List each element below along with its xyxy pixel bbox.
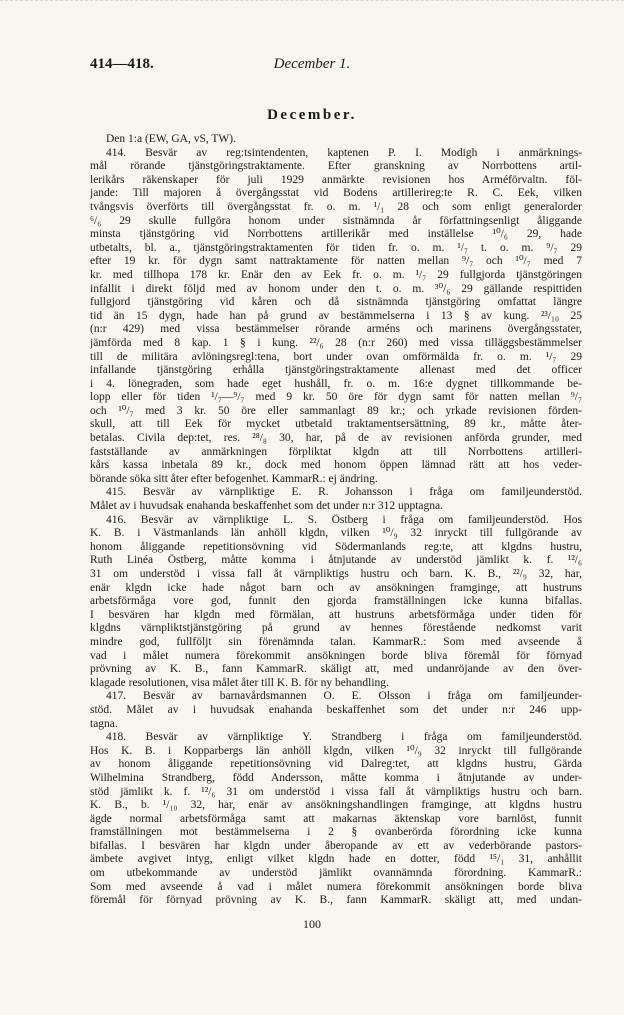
text-line: ämbete avgivet intyg, enligt vilket klgdn hade en dotter, född ¹⁵/₁ 31, anhållit <box>90 853 582 866</box>
text-line: framställningen mot bestämmelserna i 2 § ovanberörda förordning icke kunna <box>90 826 582 839</box>
text-line: i 4. lönegraden, som hade eget hushåll, fr. o. m. 16:e dygnet tillkommande be- <box>90 377 582 390</box>
text-line: ⁶/₆ 29 skulle fullgöra honom under sistnämnda år författningsenligt åliggande <box>90 214 582 227</box>
text-line: fastställande av anmärkningen förpliktat klgdn att till Norrbottens artilleri- <box>90 445 582 458</box>
text-line: jande: Till majoren å övergångsstat vid Bodens artillerireg:te R. C. Eek, vilken <box>90 187 582 200</box>
text-line: I besvären har klgdn med förmälan, att hustruns arbetsförmåga under tiden för <box>90 608 582 621</box>
text-line: stöd. Målet av i huvudsak enahanda beskaffenhet som det under n:r 246 upp- <box>90 703 582 716</box>
text-line: mål rörande tjänstgöringstraktamente. Efter granskning av Norrbottens artil- <box>90 160 582 173</box>
month-heading: December. <box>267 107 357 123</box>
text-line: infallit i direkt följd med av honom under den t. o. m. ³⁰/₆ 29 gällande respittiden <box>90 282 582 295</box>
text-line: K. B. i Västmanlands län anhöll klgdn, vilken ¹⁰/₉ 32 inryckt till fullgörande av <box>90 527 582 540</box>
text-line: enär klgdn icke hade något barn och av ansökningen framginge, att hustruns <box>90 581 582 594</box>
text-line: Som med avseende å vad i målet numera förekommit ansökningen borde bliva <box>90 880 582 893</box>
text-line: börande söka sitt åter efter befogenhet. KammarR.: ej ändring. <box>90 472 378 485</box>
body-text <box>90 133 582 908</box>
date-header: December 1. <box>273 56 351 72</box>
text-line: 31 om understöd i vissa fall åt värnpliktigs hustru och barn. K. B., ²²/₉ 32, har, <box>90 568 582 580</box>
text-line: Hos K. B. i Kopparbergs län anhöll klgdn, vilken ¹⁰/₉ 32 inryckt till fullgörande <box>90 744 582 757</box>
text-line: prövning av K. B., fann KammarR. skäligt att, med undanröjande av den över- <box>90 663 582 676</box>
session-heading-line: Den 1:a (EW, GA, vS, TW). <box>106 133 236 145</box>
text-line: om utbekommande av understöd jämlikt ovannämnda förordning. KammarR.: <box>90 867 582 880</box>
page-range-header: 414—418. <box>90 56 154 72</box>
text-line: Ruth Linéa Östberg, måtte komma i åtnjutande av understöd jämlikt k. f. ¹²/₆ <box>90 554 582 567</box>
text-line: fullgjord tjänstgöring vid kåren och då sistnämnda tjänstgöring omfattat längre <box>90 296 582 309</box>
text-line: 415. Besvär av värnpliktige E. R. Johansson i fråga om familjeunderstöd. <box>106 486 582 499</box>
text-line: kr. med tillhopa 178 kr. Enär den av Eek fr. o. m. ¹/₇ 29 fullgjorda tjänstgöringen <box>90 268 582 281</box>
text-line: betalas. Civila dep:tet, res. ²⁸/₈ 30, har, på de av revisionen anförda grunder, med <box>90 432 582 445</box>
text-line: Wilhelmina Strandberg, född Andersson, måtte komma i åtnjutande av under- <box>90 771 582 784</box>
text-line: bifallas. I besvären har klgdn under åberopande av ett av vederbörande pastors- <box>90 839 582 852</box>
text-line: klagade resolutionen, visa målet åter till K. B. för ny behandling. <box>90 676 389 689</box>
text-line: tid än 15 dygn, hade han på grund av bestämmelserna i 13 § av kung. ²³/₁₀ 25 <box>90 309 582 322</box>
text-line: efter 19 kr. för dygn samt nattraktamente för natten mellan ⁹/₇ och ¹⁰/₇ med 7 <box>90 255 582 268</box>
text-line: utbetalts, bl. a., tjänstgöringstraktamenten för tiden fr. o. m. ¹/₇ t. o. m. ⁹/₇ 29 <box>90 241 582 254</box>
text-line: 417. Besvär av barnavårdsmannen O. E. Olsson i fråga om familjeunder- <box>106 690 582 703</box>
scan-edge-artifact <box>0 0 624 11</box>
text-line: vad i målet numera förekommit ansökningen borde bliva föremål för förnyad <box>90 649 582 662</box>
text-line: arbetsförmåga vore god, funnit den gjorda framställningen icke kunna bifallas. <box>90 595 582 608</box>
page-number: 100 <box>303 917 321 931</box>
text-line: tagna. <box>90 717 118 730</box>
text-line: minsta tjänstgöring vid Norrbottens artillerikår med inställelse ¹⁰/₆ 29, hade <box>90 228 582 241</box>
text-line: av honom åliggande repetitionsövning vid Dalreg:tet, att klgdns hustru, Gärda <box>90 758 582 771</box>
text-line: jämförda med 8 kap. 1 § i kung. ²²/₆ 28 (n:r 260) med vissa tilläggsbestämmelser <box>90 336 582 349</box>
text-line: 414. Besvär av reg:tsintendenten, kaptenen P. I. Modigh i anmärknings- <box>106 146 582 159</box>
text-line: klgdns värnpliktstjänstgöring på grund av hennes förestående nedkomst varit <box>90 622 582 635</box>
text-line: till de militära avlöningsregl:tena, bort under ovan omförmälda fr. o. m. ¹/₇ 29 <box>90 350 582 363</box>
text-line: honom åliggande repetitionsövning vid Södermanlands reg:te, att klgdns hustru, <box>90 540 582 553</box>
text-line: mindre god, fullföljt sin förenämnda talan. KammarR.: Som med avseende å <box>90 635 582 648</box>
text-line: 416. Besvär av värnpliktige L. S. Östberg i fråga om familjeunderstöd. Hos <box>106 513 582 526</box>
text-line: stöd jämlikt k. f. ¹²/₆ 31 om understöd i vissa fall åt värnpliktigs hustru och barn. <box>90 785 582 798</box>
text-line: K. B., b. ¹/₁₀ 32, har, enär av ansökningshandlingen framginge, att klgdns hustru <box>90 799 582 812</box>
text-line: föremål för förnyad prövning av K. B., fann KammarR. skäligt att, med undan- <box>90 894 582 907</box>
text-line: lopp eller för tiden ¹/₇—⁹/₇ med 9 kr. 50 öre för dygn samt för natten mellan ⁹/₇ <box>90 391 582 404</box>
text-line: skull, att till Eek för mycket utbetald traktamentsersättning, 89 kr., måtte åter- <box>90 418 582 431</box>
text-line: lerikårs räkenskaper för juli 1929 anmärkte revisionen hos Arméförvaltn. föl- <box>90 173 582 186</box>
text-line: tvångsvis överförts till övergångsstat fr. o. m. ¹/₁ 28 och som enligt generalorder <box>90 200 582 213</box>
text-line: infallande tjänstgöring erhålla tjänstgöringstraktamente allenast med det officer <box>90 364 582 377</box>
text-line: kårs kassa inbetala 89 kr., dock med honom öppen lämnad rätt att hos veder- <box>90 459 582 472</box>
text-line: och ¹⁰/₇ med 3 kr. 50 öre eller sammanlagt 89 kr.; och yrkade revisionen förden- <box>90 404 582 417</box>
text-line: 418. Besvär av värnpliktige Y. Strandberg i fråga om familjeunderstöd. <box>106 731 582 744</box>
text-line: ägde normal arbetsförmåga samt att makarnas äktenskap vore barnlöst, funnit <box>90 812 582 825</box>
text-line: Målet av i huvudsak enahanda beskaffenhet som det under n:r 312 upptagna. <box>90 500 443 513</box>
text-line: (n:r 429) med vissa bestämmelser rörande arméns och marinens övergångsstater, <box>90 323 582 336</box>
